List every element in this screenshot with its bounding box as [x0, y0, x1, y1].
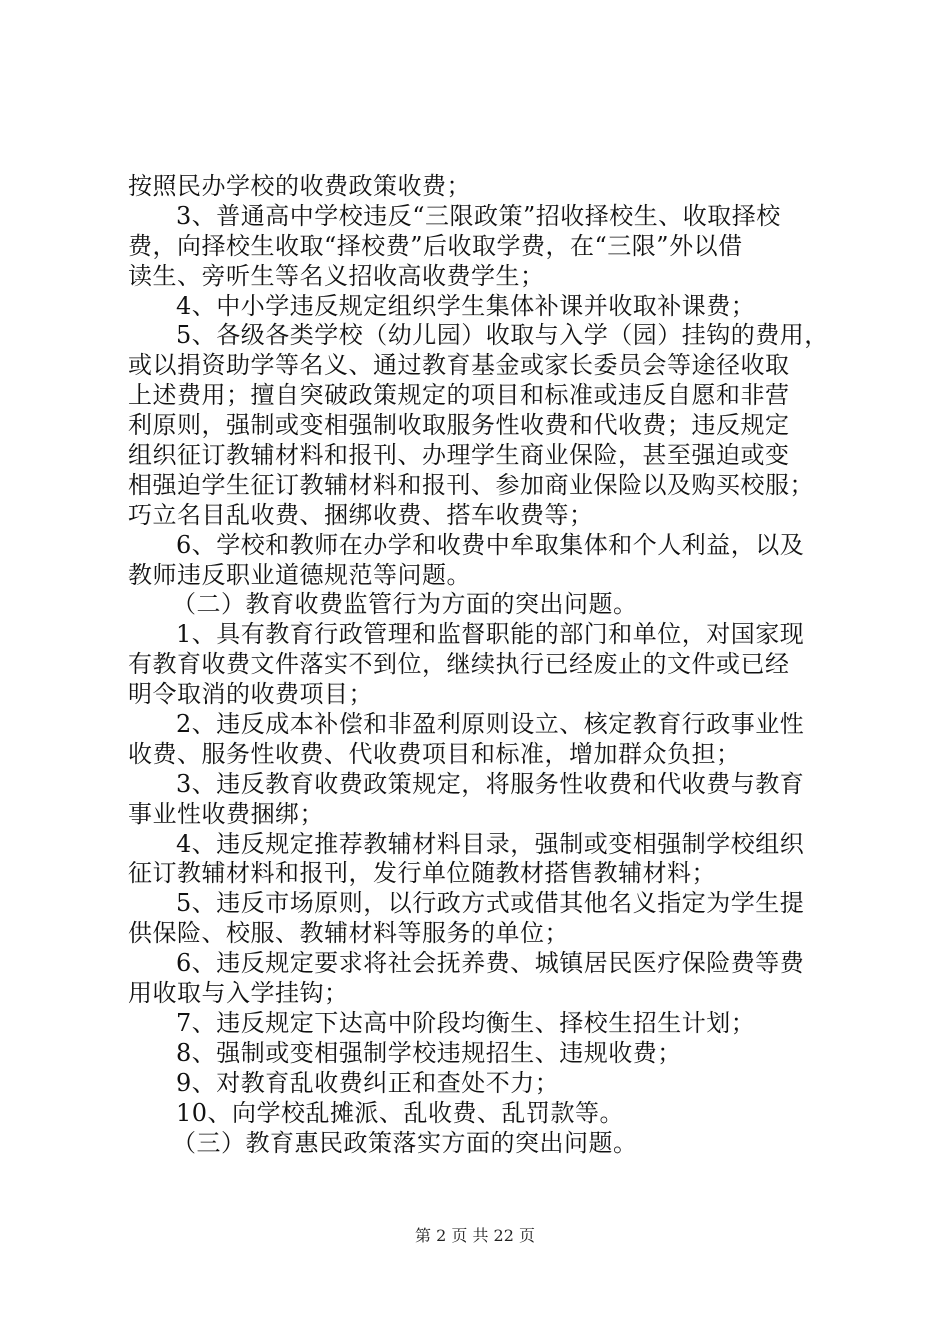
text-line: 组织征订教辅材料和报刊、办理学生商业保险，甚至强迫或变 [128, 441, 790, 470]
text-line: 事业性收费捆绑； [128, 799, 324, 828]
text-line: 相强迫学生征订教辅材料和报刊、参加商业保险以及购买校服； [128, 470, 814, 499]
text-line: 上述费用；擅自突破政策规定的项目和标准或违反自愿和非营 [128, 381, 790, 410]
text-line: 供保险、校服、教辅材料等服务的单位； [128, 919, 569, 948]
text-line: 1、具有教育行政管理和监督职能的部门和单位，对国家现 [176, 620, 805, 649]
text-line: 征订教辅材料和报刊，发行单位随教材搭售教辅材料； [128, 859, 716, 888]
text-line: 4、违反规定推荐教辅材料目录，强制或变相强制学校组织 [176, 829, 805, 858]
text-line: 费，向择校生收取“择校费”后收取学费，在“三限”外以借 [128, 231, 743, 260]
text-line: 或以捐资助学等名义、通过教育基金或家长委员会等途径收取 [128, 351, 790, 380]
section-heading: （三）教育惠民政策落实方面的突出问题。 [172, 1128, 638, 1157]
text-line: 收费、服务性收费、代收费项目和标准，增加群众负担； [128, 739, 741, 768]
text-line: 教师违反职业道德规范等问题。 [128, 560, 471, 589]
text-line: 8、强制或变相强制学校违规招生、违规收费； [176, 1038, 682, 1067]
text-line: 6、违反规定要求将社会抚养费、城镇居民医疗保险费等费 [176, 949, 805, 978]
text-line: 10、向学校乱摊派、乱收费、乱罚款等。 [176, 1098, 625, 1127]
text-line: 用收取与入学挂钩； [128, 979, 349, 1008]
text-line: 6、学校和教师在办学和收费中牟取集体和个人利益，以及 [176, 530, 805, 559]
text-line: 巧立名目乱收费、捆绑收费、搭车收费等； [128, 500, 594, 529]
text-line: 3、普通高中学校违反“三限政策”招收择校生、收取择校 [176, 201, 781, 230]
text-line: 3、违反教育收费政策规定，将服务性收费和代收费与教育 [176, 769, 805, 798]
text-line: 5、各级各类学校（幼儿园）收取与入学（园）挂钩的费用， [176, 321, 829, 350]
text-line: 5、违反市场原则，以行政方式或借其他名义指定为学生提 [176, 889, 805, 918]
text-line: 7、违反规定下达高中阶段均衡生、择校生招生计划； [176, 1008, 756, 1037]
section-heading: （二）教育收费监管行为方面的突出问题。 [172, 590, 638, 619]
document-body [128, 172, 840, 1158]
text-line: 按照民办学校的收费政策收费； [128, 172, 471, 200]
text-line: 4、中小学违反规定组织学生集体补课并收取补课费； [176, 291, 756, 320]
text-line: 读生、旁听生等名义招收高收费学生； [128, 261, 545, 290]
page-number-footer: 第 2 页 共 22 页 [415, 1226, 535, 1245]
text-line: 明令取消的收费项目； [128, 680, 373, 709]
text-line: 9、对教育乱收费纠正和查处不力； [176, 1068, 560, 1097]
text-line: 有教育收费文件落实不到位，继续执行已经废止的文件或已经 [128, 650, 790, 679]
text-line: 2、违反成本补偿和非盈利原则设立、核定教育行政事业性 [176, 710, 805, 739]
text-line: 利原则，强制或变相强制收取服务性收费和代收费；违反规定 [128, 411, 790, 440]
